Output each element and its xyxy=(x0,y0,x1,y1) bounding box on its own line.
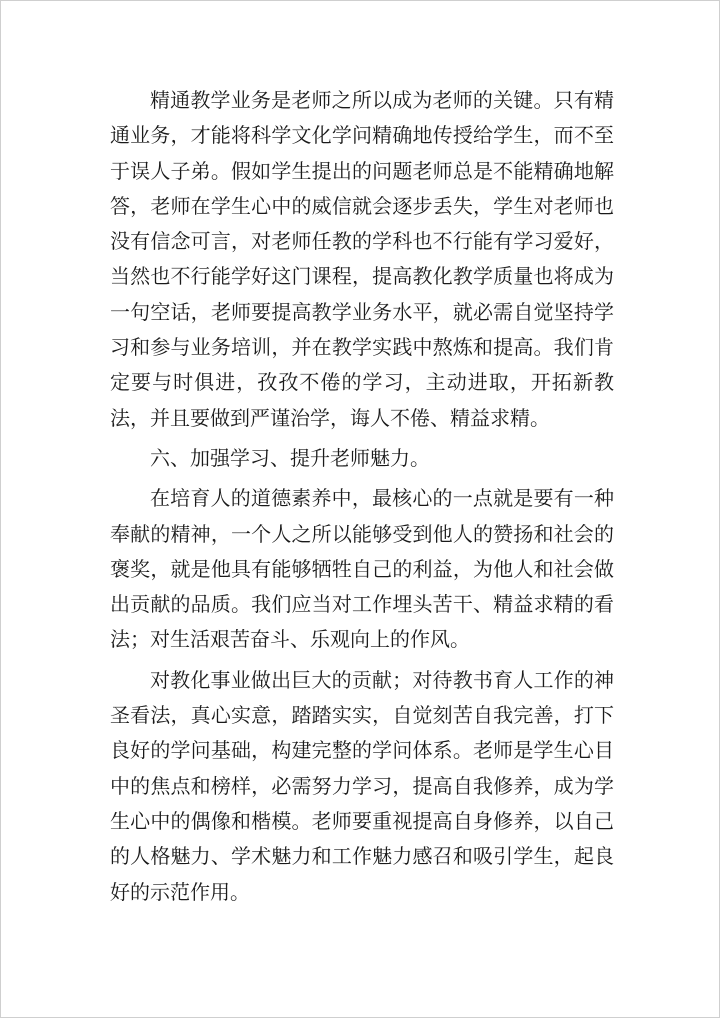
document-body xyxy=(110,83,614,910)
paragraph-dedication: 在培育人的道德素养中，最核心的一点就是要有一种奉献的精神，一个人之所以能够受到他人的赞扬和社会的褒奖，就是他具有能够牺牲自己的利益，为他人和社会做出贡献的品质。我们应当对工作埋头苦干、精益求精的看法；对生活艰苦奋斗、乐观向上的作风。 xyxy=(110,486,614,652)
section-heading-six: 六、加强学习、提升老师魅力。 xyxy=(150,445,430,470)
paragraph-teacher-charisma: 对教化事业做出巨大的贡献；对待教书育人工作的神圣看法，真心实意，踏踏实实，自觉刻苦自我完善，打下良好的学问基础，构建完整的学问体系。老师是学生心目中的焦点和榜样，必需努力学习，提高自我修养，成为学生心中的偶像和楷模。老师要重视提高自身修养，以自己的人格魅力、学术魅力和工作魅力感召和吸引学生，起良好的示范作用。 xyxy=(110,667,614,904)
paragraph-teaching-expertise: 精通教学业务是老师之所以成为老师的关键。只有精通业务，才能将科学文化学问精确地传授给学生，而不至于误人子弟。假如学生提出的问题老师总是不能精确地解答，老师在学生心中的威信就会逐步丢失，学生对老师也没有信念可言，对老师任教的学科也不行能有学习爱好，当然也不行能学好这门课程，提高教化教学质量也将成为一句空话，老师要提高教学业务水平，就必需自觉坚持学习和参与业务培训，并在教学实践中熬炼和提高。我们肯定要与时俱进，孜孜不倦的学习，主动进取，开拓新教法，并且要做到严谨治学，诲人不倦、精益求精。 xyxy=(110,88,614,430)
